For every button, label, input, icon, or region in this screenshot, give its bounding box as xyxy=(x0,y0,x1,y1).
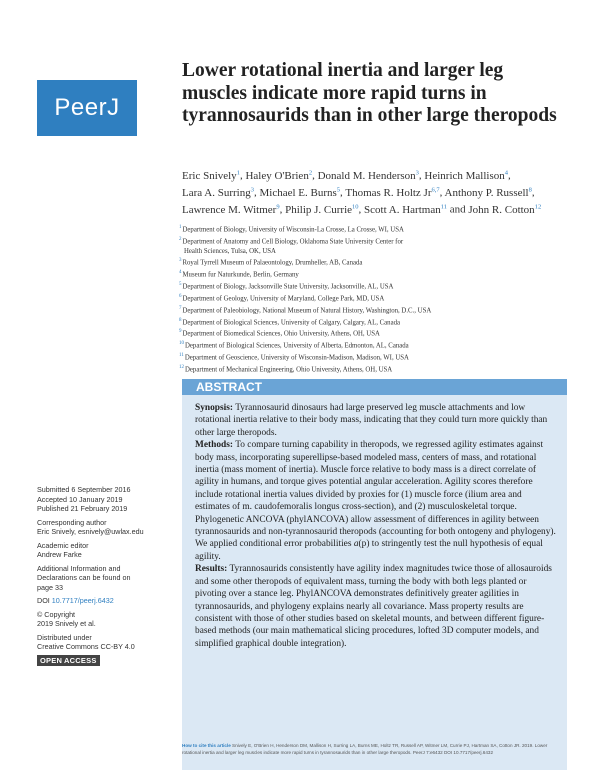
author-separator: , xyxy=(439,186,445,199)
author-name: Thomas R. Holtz Jr xyxy=(345,186,432,199)
methods-tail: (p) to stringently test the null hypothesis of equal agility. xyxy=(195,539,543,562)
affiliation xyxy=(179,256,579,268)
doi-link[interactable]: 10.7717/peerj.6432 xyxy=(51,596,114,605)
methods-text: To compare turning capability in theropods, we regressed agility estimates against body mass, incorporating superellipse-based modeled mass, centers of mass, and rotational inertia (mass moment of inertia). Muscle force relative to body mass is a direct correlate of agility in humans, and torque gives potential angular acceleration. Agility scores therefore include rotational inertia values divided by proxies for (1) muscle force (ilium area and estimates of m. caudofemoralis longus cross-section), and (2) musculoskeletal torque. Phylogenetic ANCOVA (phylANCOVA) allow assessment of differences in agility between tyrannosaurids and non-tyrannosaurid theropods (accounting for both ontogeny and phylogeny). We applied conditional error probabilities xyxy=(195,440,556,550)
citation xyxy=(182,743,567,756)
author-name: Scott A. Hartman xyxy=(364,203,441,216)
affiliation-text: Royal Tyrrell Museum of Palaeontology, Drumheller, AB, Canada xyxy=(182,259,363,267)
affiliation xyxy=(179,247,579,257)
affiliation xyxy=(179,339,579,351)
article-title: Lower rotational inertia and larger leg muscles indicate more rapid turns in tyrannosaurids than in other large theropods xyxy=(182,60,557,126)
author-affiliation-ref: 8 xyxy=(528,186,532,194)
author-separator: , xyxy=(253,186,260,199)
academic-editor: Andrew Farke xyxy=(37,550,82,559)
doi-label: DOI xyxy=(37,596,52,605)
author-affiliation-ref: 1 xyxy=(236,169,240,176)
abstract-synopsis xyxy=(195,402,557,439)
author-separator: , xyxy=(239,169,246,182)
affiliation xyxy=(179,304,579,316)
affiliation-number: 5 xyxy=(179,282,182,288)
academic-editor-label: Academic editor xyxy=(37,540,89,550)
author-affiliation-ref: 11 xyxy=(440,203,447,211)
author-affiliation-ref: 12 xyxy=(534,203,542,211)
author-affiliation-ref: 3 xyxy=(415,169,419,176)
affiliation-text: Museum fur Naturkunde, Berlin, Germany xyxy=(182,271,299,279)
author-name: Heinrich Mallison xyxy=(424,169,505,182)
author-separator: , xyxy=(358,203,365,216)
affiliation-list xyxy=(179,223,579,375)
author-name: Haley O'Brien xyxy=(245,169,309,182)
affiliation-text: Department of Biology, Jacksonville State University, Jacksonville, AL, USA xyxy=(182,283,394,291)
affiliation-text: Department of Anatomy and Cell Biology, Oklahoma State University Center for xyxy=(182,238,404,246)
author-name: John R. Cotton xyxy=(468,203,535,216)
affiliation-text: Department of Biological Sciences, University of Alberta, Edmonton, AL, Canada xyxy=(185,342,409,350)
author-name: Lawrence M. Witmer xyxy=(182,203,277,216)
citation-lead: How to cite this article xyxy=(182,743,231,748)
author-affiliation-ref: 6,7 xyxy=(431,186,440,194)
affiliation-text: Department of Geology, University of Maryland, College Park, MD, USA xyxy=(182,295,385,303)
results-text: Tyrannosaurids consistently have agility index magnitudes twice those of allosauroids and some other theropods of equivalent mass, turning the body with both legs planted or pivoting over a stance leg. PhylANCOVA demonstrates definitively greater agilities in tyrannosaurids, and phylogeny explains nearly all covariance. Mass property results are consistent with those of other studies based on skeletal mounts, and between different figure-based methods (our main mathematical slicing procedures, lofted 3D computer models, and simplified graphical double integration). xyxy=(195,564,552,649)
affiliation-number: 9 xyxy=(179,329,182,335)
synopsis-label: Synopsis: xyxy=(195,403,234,413)
accepted-date: Accepted 10 January 2019 xyxy=(37,494,123,504)
affiliation-text: Department of Biological Sciences, University of Calgary, Calgary, AL, Canada xyxy=(182,318,400,326)
additional-info-line2: Declarations can be found on xyxy=(37,573,131,582)
affiliation-number: 10 xyxy=(179,341,184,347)
copyright-label-text: Copyright xyxy=(44,609,76,619)
license-line2[interactable]: Creative Commons CC-BY 4.0 xyxy=(37,642,135,651)
affiliation-number: 6 xyxy=(179,293,182,299)
corresponding-author[interactable]: Eric Snively, esnively@uwlax.edu xyxy=(37,527,144,536)
author-affiliation-ref: 5 xyxy=(336,186,341,194)
abstract-heading: ABSTRACT xyxy=(182,379,567,395)
affiliation-text: Department of Mechanical Engineering, Ohio University, Athens, OH, USA xyxy=(185,366,393,374)
author-name: Anthony P. Russell xyxy=(444,186,529,199)
author-separator: , xyxy=(508,169,511,182)
open-access-badge: OPEN ACCESS xyxy=(37,655,100,667)
author-affiliation-ref: 2 xyxy=(308,169,313,176)
synopsis-text: Tyrannosaurid dinosaurs had large preserved leg muscle attachments and low rotational inertia relative to their body mass, indicating that they could turn more quickly than other large theropods. xyxy=(195,403,548,438)
author-separator: , xyxy=(340,186,346,199)
abstract-results xyxy=(195,563,557,650)
additional-info-line3[interactable]: page 33 xyxy=(37,582,63,592)
results-label: Results: xyxy=(195,564,228,575)
affiliation-number: 2 xyxy=(179,236,182,242)
author-and: and xyxy=(446,203,469,216)
affiliation xyxy=(179,351,579,363)
author-separator: , xyxy=(279,203,286,216)
copyright-icon: © xyxy=(37,609,45,619)
methods-label: Methods: xyxy=(195,440,234,451)
affiliation-number: 3 xyxy=(179,258,182,264)
affiliation-number: 11 xyxy=(179,353,184,359)
additional-info-line1: Additional Information and xyxy=(37,563,121,573)
author-name: Eric Snively xyxy=(182,169,237,182)
published-date: Published 21 February 2019 xyxy=(37,504,128,513)
affiliation-number: 7 xyxy=(179,305,182,311)
submitted-date: Submitted 6 September 2016 xyxy=(37,485,131,494)
affiliation xyxy=(179,235,579,247)
author-separator: , xyxy=(531,186,535,199)
license-line1: Distributed under xyxy=(37,632,92,642)
affiliation-text: Health Sciences, Tulsa, OK, USA xyxy=(184,247,276,255)
author-separator: , xyxy=(312,169,318,182)
affiliation-text: Department of Paleobiology, National Museum of Natural History, Washington, D.C., USA xyxy=(182,307,432,315)
affiliation-text: Department of Biomedical Sciences, Ohio University, Athens, OH, USA xyxy=(182,330,380,338)
affiliation xyxy=(179,223,579,235)
author-separator: , xyxy=(418,169,425,182)
author-name: Philip J. Currie xyxy=(285,203,353,216)
affiliation-number: 12 xyxy=(179,365,184,371)
affiliation xyxy=(179,280,579,292)
author-affiliation-ref: 9 xyxy=(276,203,280,211)
affiliation xyxy=(179,316,579,328)
corresponding-author-label: Corresponding author xyxy=(37,517,107,527)
affiliation-text: Department of Biology, University of Wisconsin-La Crosse, La Crosse, WI, USA xyxy=(182,226,404,234)
affiliation-number: 8 xyxy=(179,317,182,323)
affiliation xyxy=(179,363,579,375)
article-sidebar xyxy=(37,485,167,666)
author-name: Lara A. Surring xyxy=(182,186,251,199)
author-name: Michael E. Burns xyxy=(259,186,337,199)
author-list xyxy=(182,166,582,217)
author-name: Donald M. Henderson xyxy=(317,169,416,182)
affiliation-text: Department of Geoscience, University of Wisconsin-Madison, Madison, WI, USA xyxy=(184,354,409,362)
affiliation xyxy=(179,292,579,304)
affiliation xyxy=(179,327,579,339)
copyright-label xyxy=(37,610,167,620)
doi xyxy=(37,596,167,606)
author-affiliation-ref: 10 xyxy=(352,203,359,211)
affiliation xyxy=(179,268,579,280)
author-affiliation-ref: 4 xyxy=(504,169,509,176)
abstract-body xyxy=(195,402,557,650)
abstract-methods xyxy=(195,439,557,563)
author-affiliation-ref: 3 xyxy=(250,186,254,194)
citation-text: Snively E, O'Brien H, Henderson DM, Mallison H, Surring LA, Burns ME, Holtz TR, Russell AP, Witmer LM, Currie PJ, Hartman SA, Cotton JR. 2019. Lower rotational inertia and larger leg muscles indicate more rapid turns in tyrannosaurids than in other large theropods. PeerJ 7:e6432 DOI 10.7717/peerj.6432 xyxy=(182,743,548,755)
methods-italic: a xyxy=(353,539,359,550)
peerj-logo[interactable]: PeerJ xyxy=(37,80,137,136)
affiliation-number: 1 xyxy=(179,225,182,230)
copyright-holder: 2019 Snively et al. xyxy=(37,619,96,628)
affiliation-number: 4 xyxy=(179,270,182,276)
